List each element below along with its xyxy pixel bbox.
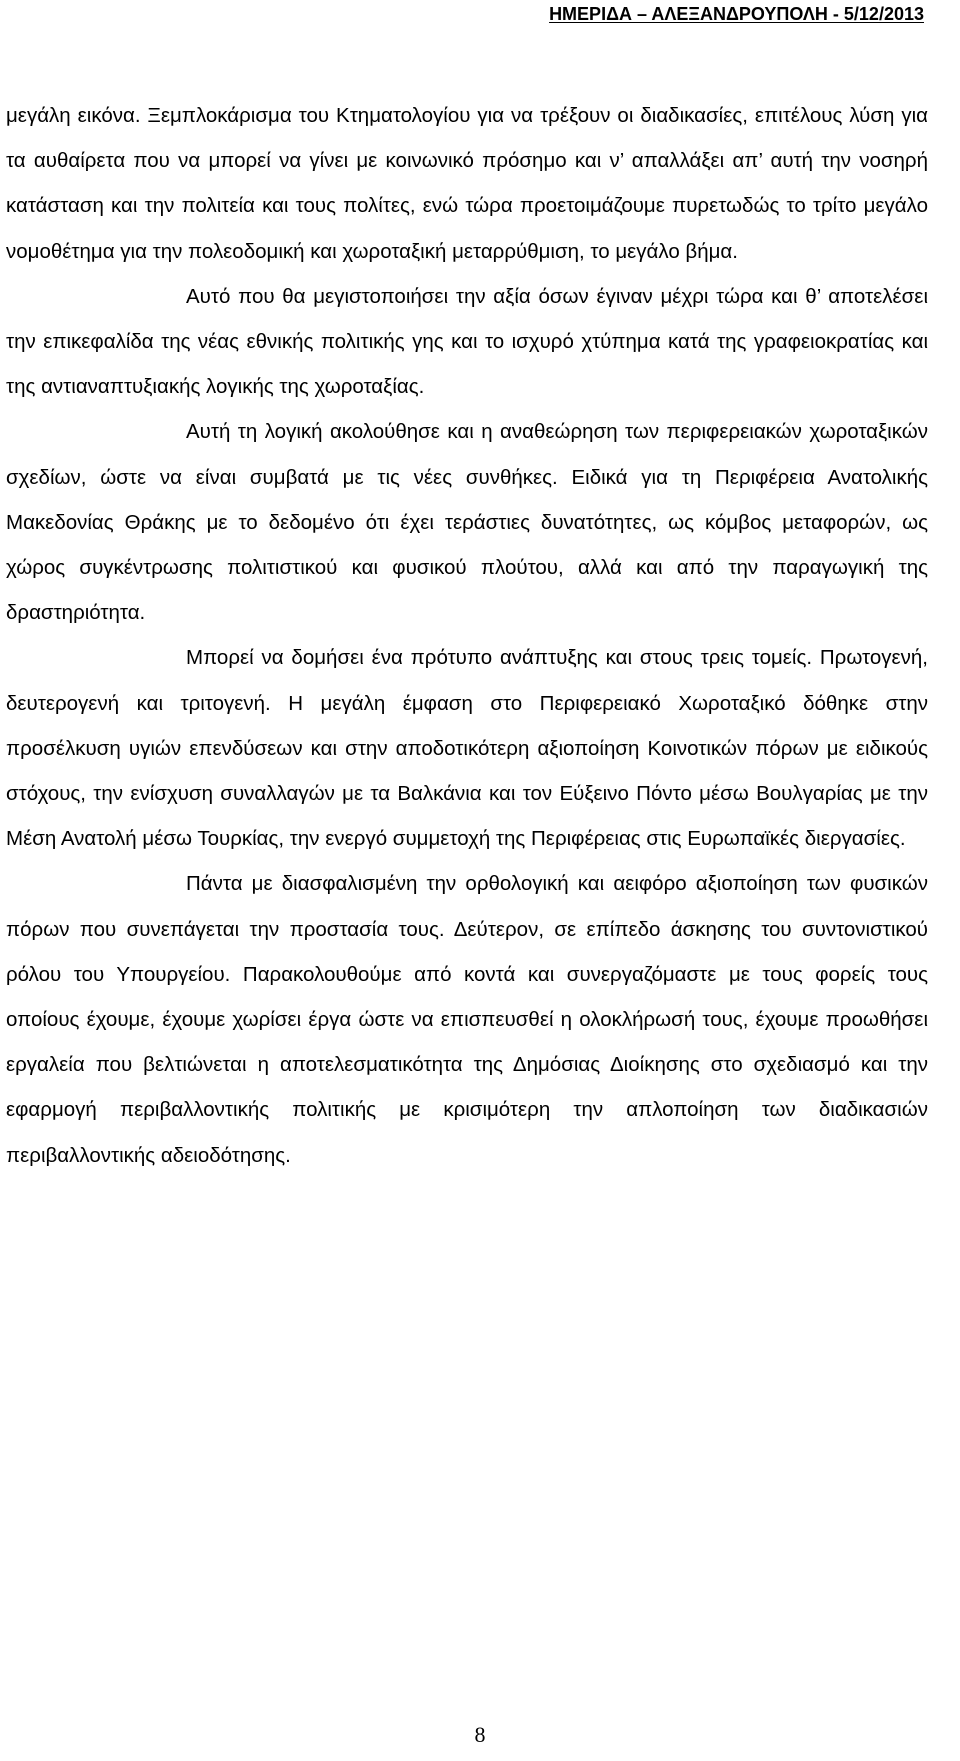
- paragraph: Πάντα με διασφαλισμένη την ορθολογική και αειφόρο αξιοποίηση των φυσικών πόρων που συνεπάγεται την προστασία τους. Δεύτερον, σε επίπεδο άσκησης του συντονιστικού ρόλου του Υπουργείου. Παρακολουθούμε από κοντά και συνεργαζόμαστε με τους φορείς τους οποίους έχουμε, έχουμε χωρίσει έργα ώστε να επισπευσθεί η ολοκλήρωσή τους, έχουμε προωθήσει εργαλεία που βελτιώνεται η αποτελεσματικότητα της Δημόσιας Διοίκησης στο σχεδιασμό και την εφαρμογή περιβαλλοντικής πολιτικής με κρισιμότερη την απλοποίηση των διαδικασιών περιβαλλοντικής αδειοδότησης.: [6, 872, 928, 1167]
- paragraph: Μπορεί να δομήσει ένα πρότυπο ανάπτυξης και στους τρεις τομείς. Πρωτογενή, δευτερογενή και τριτογενή. Η μεγάλη έμφαση στο Περιφερειακό Χωροταξικό δόθηκε στην προσέλκυση υγιών επενδύσεων και στην αποδοτικότερη αξιοποίηση Κοινοτικών πόρων με ειδικούς στόχους, την ενίσχυση συναλλαγών με τα Βαλκάνια και τον Εύξεινο Πόντο μέσω Βουλγαρίας με την Μέση Ανατολή μέσω Τουρκίας, την ενεργό συμμετοχή της Περιφέρειας στις Ευρωπαϊκές διεργασίες.: [6, 646, 928, 851]
- paragraph: Αυτή τη λογική ακολούθησε και η αναθεώρηση των περιφερειακών χωροταξικών σχεδίων, ώστε να είναι συμβατά με τις νέες συνθήκες. Ειδικά για τη Περιφέρεια Ανατολικής Μακεδονίας Θράκης με το δεδομένο ότι έχει τεράστιες δυνατότητες, ως κόμβος μεταφορών, ως χώρος συγκέντρωσης πολιτιστικού και φυσικού πλούτου, αλλά και από την παραγωγική της δραστηριότητα.: [6, 420, 928, 625]
- paragraph: μεγάλη εικόνα. Ξεμπλοκάρισμα του Κτηματολογίου για να τρέξουν οι διαδικασίες, επιτέλους λύση για τα αυθαίρετα που να μπορεί να γίνει με κοινωνικό πρόσημο και ν’ απαλλάξει απ’ αυτή την νοσηρή κατάσταση και την πολιτεία και τους πολίτες, ενώ τώρα προετοιμάζουμε πυρετωδώς το τρίτο μεγάλο νομοθέτημα για την πολεοδομική και χωροταξική μεταρρύθμιση, το μεγάλο βήμα.: [6, 104, 928, 263]
- page-header: ΗΜΕΡΙΔΑ – ΑΛΕΞΑΝΔΡΟΥΠΟΛΗ - 5/12/2013: [549, 4, 924, 24]
- paragraph: Αυτό που θα μεγιστοποιήσει την αξία όσων έγιναν μέχρι τώρα και θ’ αποτελέσει την επικεφαλίδα της νέας εθνικής πολιτικής γης και το ισχυρό χτύπημα κατά της γραφειοκρατίας και της αντιαναπτυξιακής λογικής της χωροταξίας.: [6, 284, 928, 399]
- document-body: [6, 93, 928, 1178]
- page-number: 8: [474, 1722, 486, 1747]
